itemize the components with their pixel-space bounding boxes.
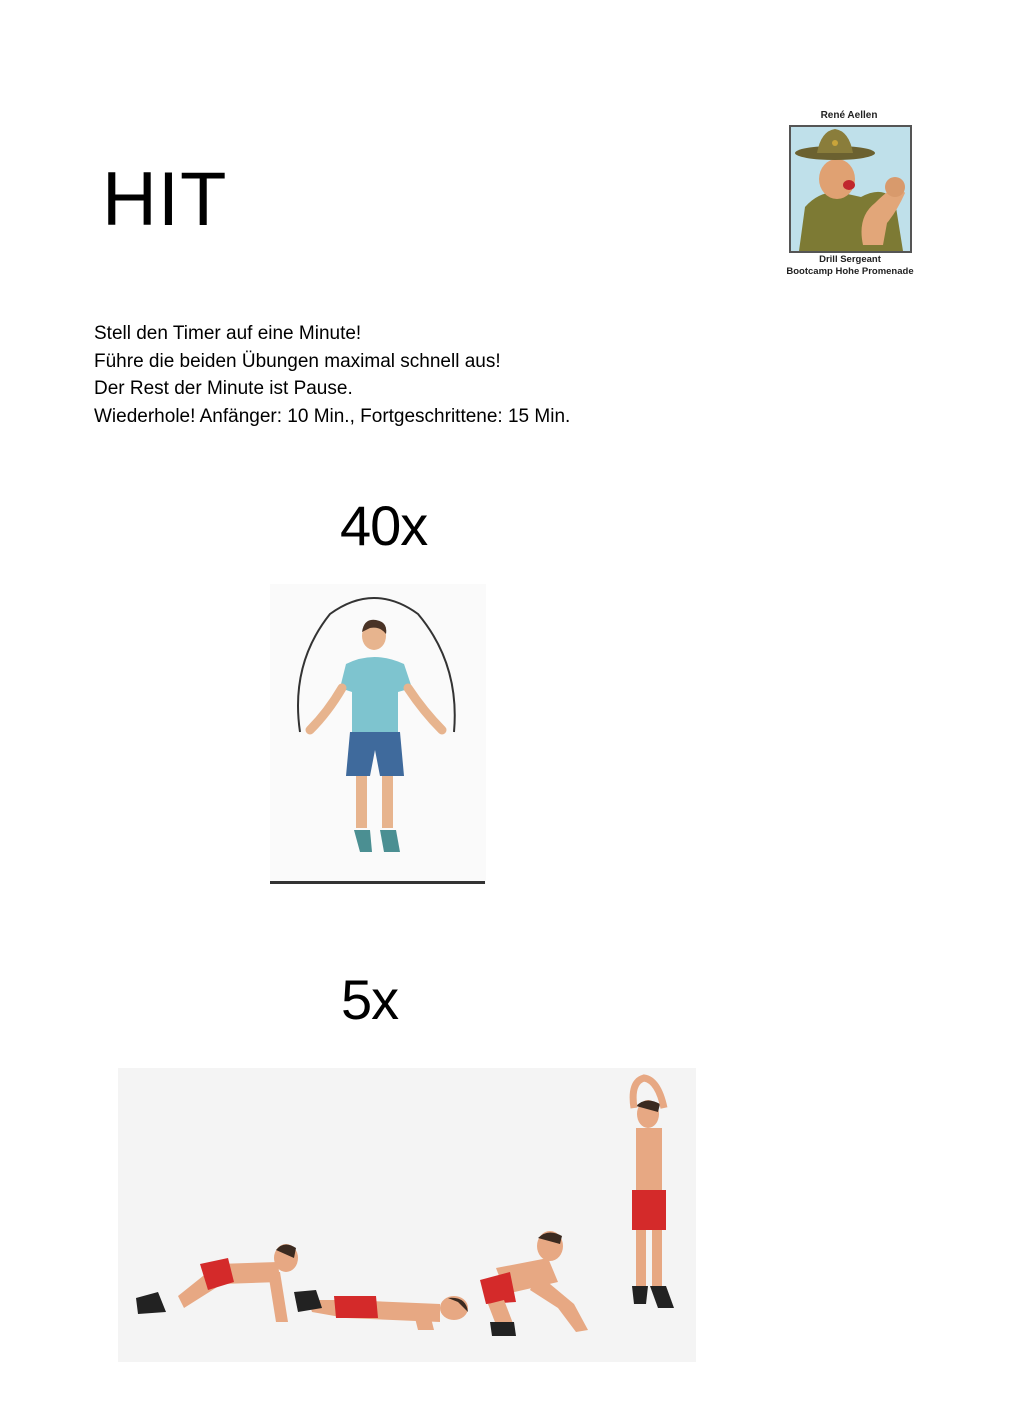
logo-subtitle: Drill Sergeant [819, 254, 881, 265]
divider [270, 881, 485, 884]
exercise-count: 5x [341, 968, 399, 1031]
jump-rope-icon [270, 584, 486, 884]
instructions [94, 320, 570, 430]
instruction-line: Der Rest der Minute ist Pause. [94, 378, 353, 399]
drill-sergeant-logo [789, 125, 912, 253]
instruction-line: Führe die beiden Übungen maximal schnell aus! [94, 350, 501, 372]
exercise-count: 40x [340, 494, 428, 557]
page-title: HIT [102, 157, 228, 242]
logo-organization: Bootcamp Hohe Promenade [786, 266, 914, 277]
burpee-icon [118, 1068, 696, 1362]
logo-name: René Aellen [820, 110, 878, 121]
instruction-line: Wiederhole! Anfänger: 10 Min., Fortgeschrittene: 15 Min. [94, 405, 571, 427]
instruction-line: Stell den Timer auf eine Minute! [94, 323, 362, 344]
